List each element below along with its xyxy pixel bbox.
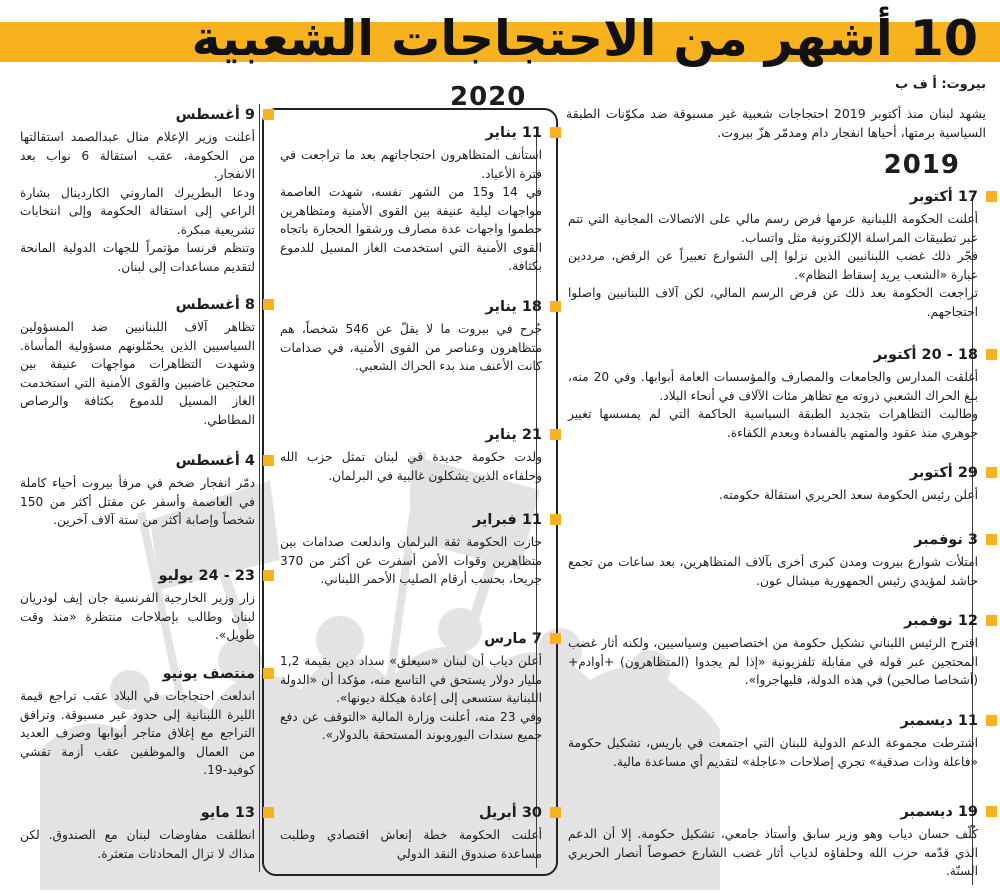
entry-paragraph: وتنظم فرنسا مؤتمراً للجهات الدولية المانحة لتقديم مساعدات إلى لبنان. — [20, 241, 255, 274]
entry-date: 30 أبريل — [478, 805, 542, 821]
timeline-line-2020-left — [259, 104, 261, 872]
entry-paragraph: كُلّف حسان دياب وهو وزير سابق وأستاذ جامعي، تشكيل حكومة. إلا أن الدعم الذي قدّمه حزب الله وحلفاؤه لدياب أثار غضب الشارع خصوصاً أنصار الحريري السنّة. — [568, 827, 978, 878]
year-2020-label: 2020 — [450, 82, 527, 112]
entry-date: 9 أغسطس — [175, 107, 255, 123]
entry-date: 13 مايو — [200, 805, 255, 821]
entry-paragraph: زار وزير الخارجية الفرنسية جان إيف لودريان لبنان وطالب بإصلاحات منتظرة «منذ وقت طويل». — [20, 591, 255, 642]
entry-text — [568, 553, 978, 590]
entry-date: 19 ديسمبر — [900, 804, 978, 820]
entry-paragraph: دمّر انفجار ضخم في مرفأ بيروت أحياء كاملة في العاصمة وأسفر عن مقتل أكثر من 150 شخصاً وإصابة أكثر من ستة آلاف آخرين. — [20, 476, 255, 527]
entry-paragraph: استأنف المتظاهرون احتجاجاتهم بعد ما تراجعت في فترة الأعياد. — [280, 148, 542, 181]
timeline-marker — [263, 807, 274, 818]
year-2019-label: 2019 — [883, 150, 960, 180]
timeline-marker — [986, 191, 997, 202]
entry-text — [280, 320, 542, 376]
timeline-marker — [986, 349, 997, 360]
entry-paragraph: أعلن رئيس الحكومة سعد الحريري استقالة حكومته. — [718, 488, 978, 502]
timeline-entry — [280, 511, 542, 589]
entry-text — [280, 448, 542, 485]
timeline-entry — [20, 106, 255, 276]
timeline-marker — [550, 301, 561, 312]
timeline-marker — [550, 127, 561, 138]
entry-date: 18 يناير — [485, 299, 542, 315]
entry-paragraph: أعلن دياب أن لبنان «سيعلق» سداد دين بقيمة 1,2 مليار دولار يستحق في التاسع منه، مؤكدا أن «الدولة اللبنانية ستسعى إلى إعادة هيكلة ديونها». — [280, 654, 542, 705]
entry-paragraph: اشترطت مجموعة الدعم الدولية للبنان التي اجتمعت في باريس، تشكيل حكومة «فاعلة وذات صدقية» تجري إصلاحات «عاجلة» لتقديم أي مساعدة مالية. — [568, 736, 978, 769]
entry-text — [568, 734, 978, 771]
source-credit: بيروت: أ ف ب — [895, 77, 986, 92]
entry-date: 4 أغسطس — [175, 453, 255, 469]
entry-date: 8 أغسطس — [175, 297, 255, 313]
entry-text — [280, 652, 542, 745]
entry-paragraph: جُرح في بيروت ما لا يقلّ عن 546 شخصاً، هم متظاهرون وعناصر من القوى الأمنية، في صدامات كانت الأعنف منذ بدء الحراك الشعبي. — [280, 322, 542, 373]
timeline-marker — [550, 807, 561, 818]
entry-paragraph: اندلعت احتجاجات في البلاد عقب تراجع قيمة الليرة اللبنانية إلى حدود غير مسبوقة. وترافق التراجع مع إغلاق متاجر أبوابها وصرف العديد من العمال والموظفين عقب أزمة تفشي كوفيد-19. — [20, 689, 255, 777]
timeline-entry — [568, 531, 978, 590]
entry-text — [568, 368, 978, 442]
timeline-entry — [568, 188, 978, 321]
entry-paragraph: انطلقت مفاوضات لبنان مع الصندوق. لكن مذاك لا تزال المحادثات متعثرة. — [20, 828, 255, 861]
entry-paragraph: اقترح الرئيس اللبناني تشكيل حكومة من اختصاصيين وسياسيين، ولكنه أثار غضب المحتجين عبر قوله في مقابلة تلفزيونية «إذا لم يجدوا (المتظاهرون) +أوادم+ (أشخاصا صالحين) في هذه الدولة، فليهاجروا». — [568, 636, 978, 687]
timeline-marker — [986, 806, 997, 817]
timeline-entry — [20, 452, 255, 530]
entry-paragraph: امتلأت شوارع بيروت ومدن كبرى أخرى بآلاف المتظاهرين، بعد ساعات من تجمع حاشد لمؤيدي رئيس الجمهورية ميشال عون. — [568, 555, 978, 588]
entry-paragraph: في 14 و15 من الشهر نفسه، شهدت العاصمة مواجهات ليلية عنيفة بين القوى الأمنية ومتظاهرين حطموا واجهات عدة مصارف ورشقوا الحجارة باتجاه القوى الأمنية التي استخدمت الغاز المسيل للدموع بكثافة. — [280, 185, 542, 273]
entry-text — [280, 146, 542, 276]
timeline-entry — [280, 298, 542, 376]
entry-paragraph: وفي 23 منه، أعلنت وزارة المالية «التوقف عن دفع جميع سندات اليوروبوند المستحقة بالدولار». — [280, 709, 542, 742]
entry-date: 18 - 20 أكتوبر — [873, 347, 978, 363]
entry-text — [568, 210, 978, 321]
entry-text — [20, 589, 255, 645]
entry-text — [20, 128, 255, 276]
page-title: 10 أشهر من الاحتجاجات الشعبية — [191, 10, 978, 67]
timeline-entry — [280, 426, 542, 485]
timeline-marker — [550, 633, 561, 644]
timeline-marker — [263, 570, 274, 581]
timeline-marker — [986, 467, 997, 478]
timeline-entry — [568, 464, 978, 505]
entry-text — [20, 826, 255, 863]
entry-text — [20, 318, 255, 429]
entry-date: 11 ديسمبر — [900, 713, 978, 729]
entry-date: 7 مارس — [484, 631, 542, 647]
entry-paragraph: حازت الحكومة ثقة البرلمان واندلعت صدامات بين متظاهرين وقوات الأمن أسفرت عن أكثر من 370 جريحا، بحسب أرقام الصليب الأحمر اللبناني. — [280, 535, 542, 586]
entry-date: 17 أكتوبر — [909, 189, 978, 205]
entry-date: 11 فبراير — [472, 512, 542, 528]
timeline-marker — [263, 455, 274, 466]
intro-paragraph: يشهد لبنان منذ أكتوبر 2019 احتجاجات شعبية غير مسبوقة ضد مكوّنات الطبقة السياسية برمتها، أحياها انفجار دام ومدمّر هزّ بيروت. — [566, 106, 986, 140]
entry-paragraph: وطالبت التظاهرات بتجديد الطبقة السياسية الحاكمة التي لم يمسسها تغيير جوهري منذ عقود والمتهم بالفسادة وبعدم الكفاءة. — [568, 407, 978, 440]
entry-paragraph: أعلنت الحكومة اللبنانية عزمها فرض رسم مالي على الاتصالات المجانية التي تتم عبر تطبيقات المراسلة الإلكترونية مثل واتساب. — [568, 212, 978, 245]
timeline-marker — [263, 668, 274, 679]
entry-paragraph: ولدت حكومة جديدة في لبنان تمثل حزب الله وحلفاءه الذين يشكلون غالبية في البرلمان. — [280, 450, 542, 483]
timeline-entry — [20, 567, 255, 645]
entry-paragraph: أعلنت الحكومة خطة إنعاش اقتصادي وطلبت مساعدة صندوق النقد الدولي — [280, 828, 542, 861]
timeline-marker — [550, 429, 561, 440]
timeline-entry — [20, 296, 255, 429]
timeline-marker — [550, 514, 561, 525]
entry-text — [20, 687, 255, 780]
entry-date: 29 أكتوبر — [909, 465, 978, 481]
timeline-marker — [986, 615, 997, 626]
entry-text — [568, 634, 978, 690]
timeline-entry — [568, 712, 978, 771]
entry-date: 21 يناير — [485, 427, 542, 443]
entry-date: 12 نوفمبر — [904, 613, 978, 629]
entry-paragraph: فجّر ذلك غضب اللبنانيين الذين نزلوا إلى الشوارع تعبيراً عن الرفض، مرددين عبارة «الشعب يريد إسقاط النظام». — [568, 249, 978, 282]
timeline-marker — [263, 299, 274, 310]
timeline-entry — [20, 665, 255, 780]
timeline-entry — [280, 124, 542, 276]
entry-text — [280, 533, 542, 589]
entry-date: منتصف يونيو — [162, 666, 255, 682]
entry-paragraph: أغلقت المدارس والجامعات والمصارف والمؤسسات العامة أبوابها. وفي 20 منه، بلغ الحراك الشعبي ذروته مع تظاهر مئات الآلاف في أنحاء البلاد. — [568, 370, 978, 403]
entry-paragraph: تظاهر آلاف اللبنانيين ضد المسؤولين السياسيين الذين يحمّلونهم مسؤولية المأساة. وشهدت التظاهرات مواجهات عنيفة بين محتجين غاضبين والقوى الأمنية التي استخدمت الغاز المسيل للدموع بكثافة والرصاص المطاطي. — [20, 320, 255, 427]
timeline-marker — [263, 109, 274, 120]
entry-text — [568, 825, 978, 881]
entry-date: 23 - 24 يوليو — [158, 568, 255, 584]
entry-text — [568, 486, 978, 505]
timeline-entry — [568, 612, 978, 690]
entry-text — [20, 474, 255, 530]
timeline-entry — [568, 803, 978, 881]
timeline-entry — [568, 346, 978, 442]
timeline-marker — [986, 534, 997, 545]
entry-paragraph: تراجعت الحكومة بعد ذلك عن فرض الرسم المالي، لكن آلاف اللبنانيين واصلوا احتجاجهم. — [568, 286, 978, 319]
timeline-entry — [280, 804, 542, 863]
timeline-entry — [20, 804, 255, 863]
entry-date: 11 يناير — [485, 125, 542, 141]
entry-paragraph: أعلنت وزير الإعلام منال عبدالصمد استقالتها من الحكومة، عقب استقالة 6 نواب بعد الانفجار. — [20, 130, 255, 181]
entry-paragraph: ودعا البطريرك الماروني الكاردينال بشارة الراعي إلى استقالة الحكومة وإلى انتخابات تشريعية مبكرة. — [20, 185, 255, 237]
entry-text — [280, 826, 542, 863]
entry-date: 3 نوفمبر — [914, 532, 978, 548]
timeline-marker — [986, 715, 997, 726]
timeline-entry — [280, 630, 542, 745]
